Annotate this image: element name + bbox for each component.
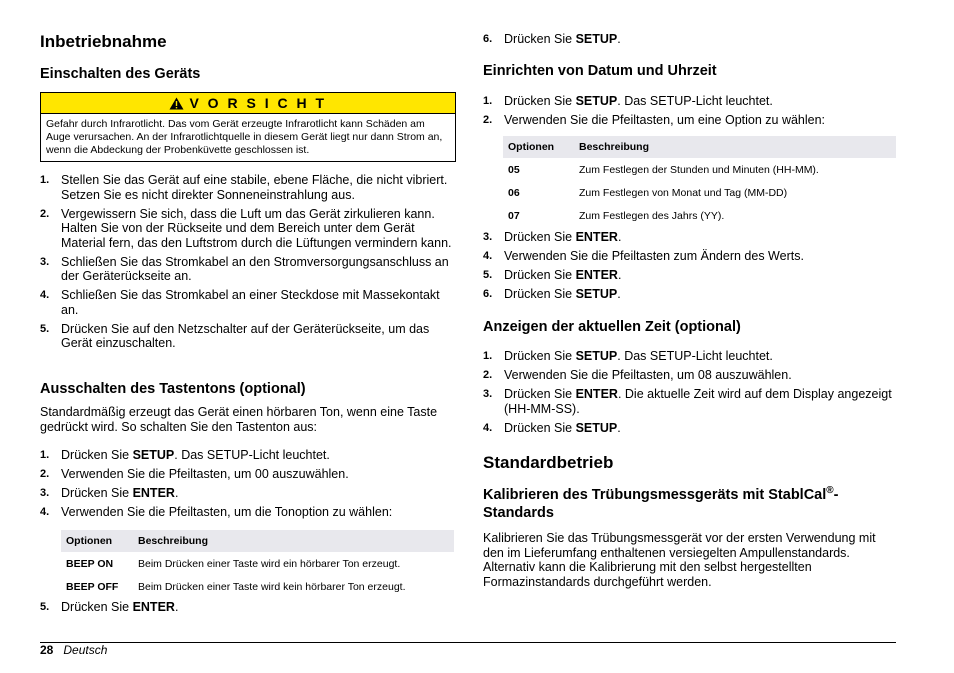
beep-options-table xyxy=(61,530,454,598)
caution-box xyxy=(40,92,456,162)
list-item: 2. Verwenden Sie die Pfeiltasten, um 08 auszuwählen. xyxy=(483,368,792,382)
option-description: Beim Drücken einer Taste wird ein hörbarer Ton erzeugt. xyxy=(138,557,401,570)
caution-text: Gefahr durch Infrarotlicht. Das vom Gerät erzeugte Infrarotlicht kann Schäden am Auge verursachen. An der Infrarotlichtquelle in diesem Gerät liegt nur dann Strom an, wenn die Abdeckung der Probenküvette geschlossen ist. xyxy=(46,118,443,156)
list-item: 4. Verwenden Sie die Pfeiltasten, um die Tonoption zu wählen: xyxy=(40,505,393,519)
table-header: Optionen xyxy=(61,530,133,552)
heading-datum-uhrzeit: Einrichten von Datum und Uhrzeit xyxy=(483,63,717,79)
heading-tastenton: Ausschalten des Tastentons (optional) xyxy=(40,381,306,397)
table-header: Beschreibung xyxy=(133,530,454,552)
table-header: Optionen xyxy=(503,136,574,158)
table-row xyxy=(61,575,454,598)
section-title-standardbetrieb: Standardbetrieb xyxy=(483,453,614,472)
list-item: 5. Drücken Sie ENTER. xyxy=(40,600,179,614)
power-on-steps xyxy=(40,173,454,351)
caution-label: V O R S I C H T xyxy=(189,95,327,111)
datetime-steps-cont xyxy=(483,230,896,302)
heading-kalibrieren: Kalibrieren des Trübungsmessgeräts mit StablCal®- Standards xyxy=(483,485,839,521)
list-item: 2. Verwenden Sie die Pfeiltasten, um eine Option zu wählen: xyxy=(483,113,826,127)
table-row xyxy=(61,552,454,575)
table-row xyxy=(503,181,896,204)
section-title-inbetriebnahme: Inbetriebnahme xyxy=(40,32,167,51)
table-row xyxy=(503,204,896,227)
heading-einschalten: Einschalten des Geräts xyxy=(40,66,201,82)
list-item: 4. Drücken Sie SETUP. xyxy=(483,420,621,435)
option-key: 05 xyxy=(508,163,520,176)
table-header-row xyxy=(503,136,896,158)
list-item: 2. Verwenden Sie die Pfeiltasten, um 00 auszuwählen. xyxy=(40,467,349,481)
list-item: 1. Drücken Sie SETUP. Das SETUP-Licht leuchtet. xyxy=(40,448,330,462)
warning-triangle-icon xyxy=(169,97,184,110)
option-description: Beim Drücken einer Taste wird kein hörbarer Ton erzeugt. xyxy=(138,580,406,593)
list-item: 3. Drücken Sie ENTER. xyxy=(40,486,179,500)
calibration-text: Kalibrieren Sie das Trübungsmessgerät vor der ersten Verwendung mit den im Lieferumfang enthaltenen versiegelten Ampullenstandards. Alternativ kann die Kalibrierung mit den selbst hergestellten Formazinstandards durchgeführt werden. xyxy=(483,531,876,589)
option-key: 07 xyxy=(508,209,520,222)
table-header: Beschreibung xyxy=(574,136,896,158)
option-key: 06 xyxy=(508,186,520,199)
list-item: 1. Stellen Sie das Gerät auf eine stabile, ebene Fläche, die nicht vibriert. Setzen Sie es nicht direkter Sonneneinstrahlung aus. xyxy=(40,173,448,202)
list-item: 3. Drücken Sie ENTER. xyxy=(483,230,622,244)
footer-language: Deutsch xyxy=(63,643,108,657)
curtime-steps xyxy=(483,349,896,435)
list-item: 3. Drücken Sie ENTER. Die aktuelle Zeit wird auf dem Display angezeigt (HH-MM-SS). xyxy=(483,387,892,416)
datetime-options-table xyxy=(503,136,896,227)
list-item: 1. Drücken Sie SETUP. Das SETUP-Licht leuchtet. xyxy=(483,349,773,363)
list-item: 6. Drücken Sie SETUP. xyxy=(483,287,621,301)
keytone-steps xyxy=(40,448,454,520)
table-header-row xyxy=(61,530,454,552)
list-item: 6. Drücken Sie SETUP. xyxy=(483,32,621,46)
list-item: 3. Schließen Sie das Stromkabel an den Stromversorgungsanschluss an der Geräterückseite an. xyxy=(40,254,449,283)
right-top-step xyxy=(483,32,896,47)
option-key: BEEP OFF xyxy=(66,580,119,593)
option-description: Zum Festlegen der Stunden und Minuten (HH-MM). xyxy=(579,163,819,176)
caution-header xyxy=(41,93,455,114)
list-item: 2. Vergewissern Sie sich, dass die Luft um das Gerät zirkulieren kann. Halten Sie von der Rückseite und dem Bereich unter dem Gerät Material fern, das den Luftstrom durch die Lüftungen vermindern kann. xyxy=(40,206,452,250)
list-item: 5. Drücken Sie auf den Netzschalter auf der Geräterückseite, um das Gerät einzuschalten. xyxy=(40,321,430,350)
keytone-intro: Standardmäßig erzeugt das Gerät einen hörbaren Ton, wenn eine Taste gedrückt wird. So schalten Sie den Tastenton aus: xyxy=(40,405,438,434)
keytone-steps-cont xyxy=(40,600,454,615)
footer-rule xyxy=(40,642,896,643)
option-description: Zum Festlegen von Monat und Tag (MM-DD) xyxy=(579,186,788,199)
heading-aktuelle-zeit: Anzeigen der aktuellen Zeit (optional) xyxy=(483,319,741,335)
page-footer xyxy=(40,643,107,657)
list-item: 4. Verwenden Sie die Pfeiltasten zum Ändern des Werts. xyxy=(483,249,804,263)
list-item: 1. Drücken Sie SETUP. Das SETUP-Licht leuchtet. xyxy=(483,94,773,108)
option-key: BEEP ON xyxy=(66,557,114,570)
datetime-steps xyxy=(483,94,896,128)
list-item: 4. Schließen Sie das Stromkabel an einer Steckdose mit Massekontakt an. xyxy=(40,288,440,317)
option-description: Zum Festlegen des Jahrs (YY). xyxy=(579,209,725,222)
list-item: 5. Drücken Sie ENTER. xyxy=(483,268,622,282)
page-number: 28 xyxy=(40,643,54,657)
table-row xyxy=(503,158,896,181)
